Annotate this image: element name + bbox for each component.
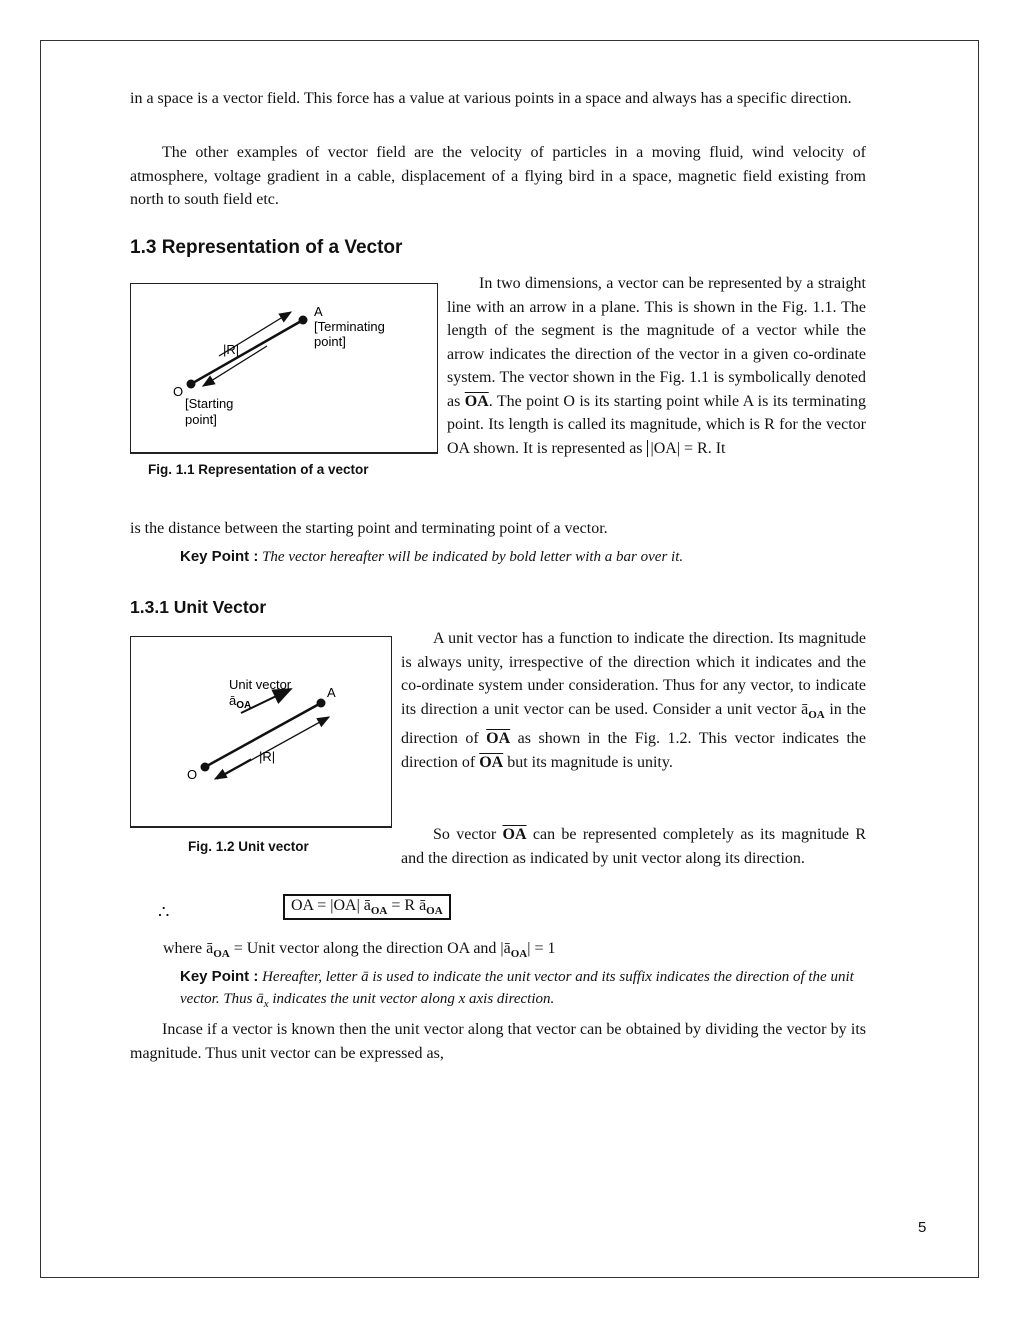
- where-text-a: where ā: [163, 940, 214, 957]
- figure-1-1-caption: Fig. 1.1 Representation of a vector: [148, 462, 369, 477]
- figure-1-2-caption: Fig. 1.2 Unit vector: [188, 839, 309, 854]
- eq-sub: OA: [426, 905, 443, 918]
- section-heading-1-3: 1.3 Representation of a Vector: [130, 237, 403, 258]
- vector-diagram: [131, 284, 437, 452]
- label-r: |R|: [223, 342, 240, 357]
- point-a: [299, 316, 308, 325]
- label-unit-vector: Unit vector: [229, 677, 292, 692]
- sec131-p2-text-b: can be represented completely as its magnitude R and the direction as indicated by unit vector along its direction.: [401, 826, 867, 867]
- eq-mid: = R ā: [387, 897, 427, 914]
- oa-symbol: $\overline{OA}$: [486, 730, 511, 748]
- oa-symbol: $\overline{OA}$: [464, 392, 489, 410]
- therefore-symbol: ∴: [158, 902, 170, 922]
- vector-oa-line: [191, 320, 303, 384]
- label-aoa: $ā_{OA}$: [229, 693, 252, 711]
- where-definition: [163, 937, 863, 967]
- eq-sub: OA: [370, 905, 388, 918]
- label-a: A: [327, 685, 336, 700]
- sec131-text-b: in the direction of: [401, 700, 866, 748]
- magnitude-arrow-forward: [217, 717, 329, 779]
- label-a: A: [314, 304, 323, 319]
- unit-vector-equation: [283, 894, 451, 920]
- figure-1-1: [130, 283, 438, 454]
- key-point-label: Key Point :: [180, 968, 259, 985]
- key-point-text-2: indicates the unit vector along x axis direction.: [268, 991, 555, 1007]
- eq-main: OA = |OA| ā: [291, 897, 371, 914]
- sec13-text-b: . The point O is its starting point while A is its terminating point. Its length is called its magnitude, which is R for the vector OA shown. It is represented as: [447, 392, 866, 457]
- point-o: [187, 380, 196, 389]
- label-o: O: [187, 767, 198, 782]
- where-sub: OA: [213, 948, 230, 961]
- unit-vector-paragraph-2: [130, 823, 866, 870]
- label-starting-point: point]: [185, 412, 217, 427]
- point-a: [317, 699, 326, 708]
- sec131-p2-text-a: So vector: [433, 826, 503, 843]
- sec131-sub: OA: [808, 708, 825, 721]
- unit-vector-diagram: [131, 637, 391, 825]
- key-point-text: Hereafter, letter ā is used to indicate the unit vector and its suffix indicates the direction of the unit vector. Thus ā: [180, 969, 854, 1007]
- key-point-label: Key Point :: [180, 548, 259, 565]
- unit-vector-paragraph: [401, 627, 866, 774]
- sec131-text-d: but its magnitude is unity.: [503, 753, 673, 771]
- where-text-b: = Unit vector along the direction OA and |ā: [229, 940, 511, 957]
- key-point-text: The vector hereafter will be indicated by bold letter with a bar over it.: [262, 549, 684, 565]
- oa-symbol: $\overline{OA}$: [502, 826, 527, 843]
- oa-symbol: $\overline{OA}$: [479, 753, 504, 771]
- magnitude-equation: |OA| = R. It: [647, 440, 726, 457]
- sec131-text-c: as shown in the Fig. 1.2. This vector indicates the direction of: [401, 730, 866, 771]
- label-starting: [Starting: [185, 396, 234, 411]
- final-paragraph: Incase if a vector is known then the unit vector along that vector can be obtained by dividing the vector by its magnitude. Thus unit vector can be expressed as,: [130, 1021, 866, 1062]
- key-point-1: [180, 546, 870, 568]
- point-o: [201, 763, 210, 772]
- figure-1-2: [130, 636, 392, 828]
- section-heading-1-3-1: 1.3.1 Unit Vector: [130, 597, 267, 617]
- sec131-text-a: A unit vector has a function to indicate the direction. Its magnitude is always unity, irrespective of the direction which it indicates and the co-ordinate system under consideration. Thus for any vector, to indicate its direction a unit vector can be used. Consider a unit vector ā: [401, 630, 866, 718]
- section-1-3-continuation: is the distance between the starting point and terminating point of a vector.: [130, 520, 608, 537]
- where-sub: OA: [510, 948, 528, 961]
- label-o: O: [173, 384, 184, 399]
- section-1-3-paragraph: [447, 272, 866, 460]
- intro-paragraph: in a space is a vector field. This force has a value at various points in a space and always has a specific direction.: [130, 90, 852, 107]
- sec13-text-a: In two dimensions, a vector can be represented by a straight line with an arrow in a plane. This is shown in the Fig. 1.1. The length of the segment is the magnitude of a vector while the arrow indicates the direction of the vector in a given co-ordinate system. The vector shown in the Fig. 1.1 is symbolically denoted as: [447, 275, 866, 410]
- where-text-c: | = 1: [527, 940, 556, 957]
- key-point-2: [180, 966, 870, 1015]
- label-terminating: [Terminating: [314, 319, 385, 334]
- vector-field-examples-paragraph: The other examples of vector field are the velocity of particles in a moving fluid, wind velocity of atmosphere, voltage gradient in a cable, displacement of a flying bird in a space, magnetic field existing from north to south field etc.: [130, 144, 866, 208]
- label-r: |R|: [259, 749, 276, 764]
- label-terminating-point: point]: [314, 334, 346, 349]
- page-number: 5: [918, 1219, 927, 1236]
- key-point-sub: x: [263, 998, 269, 1010]
- magnitude-arrow-back: [215, 759, 251, 779]
